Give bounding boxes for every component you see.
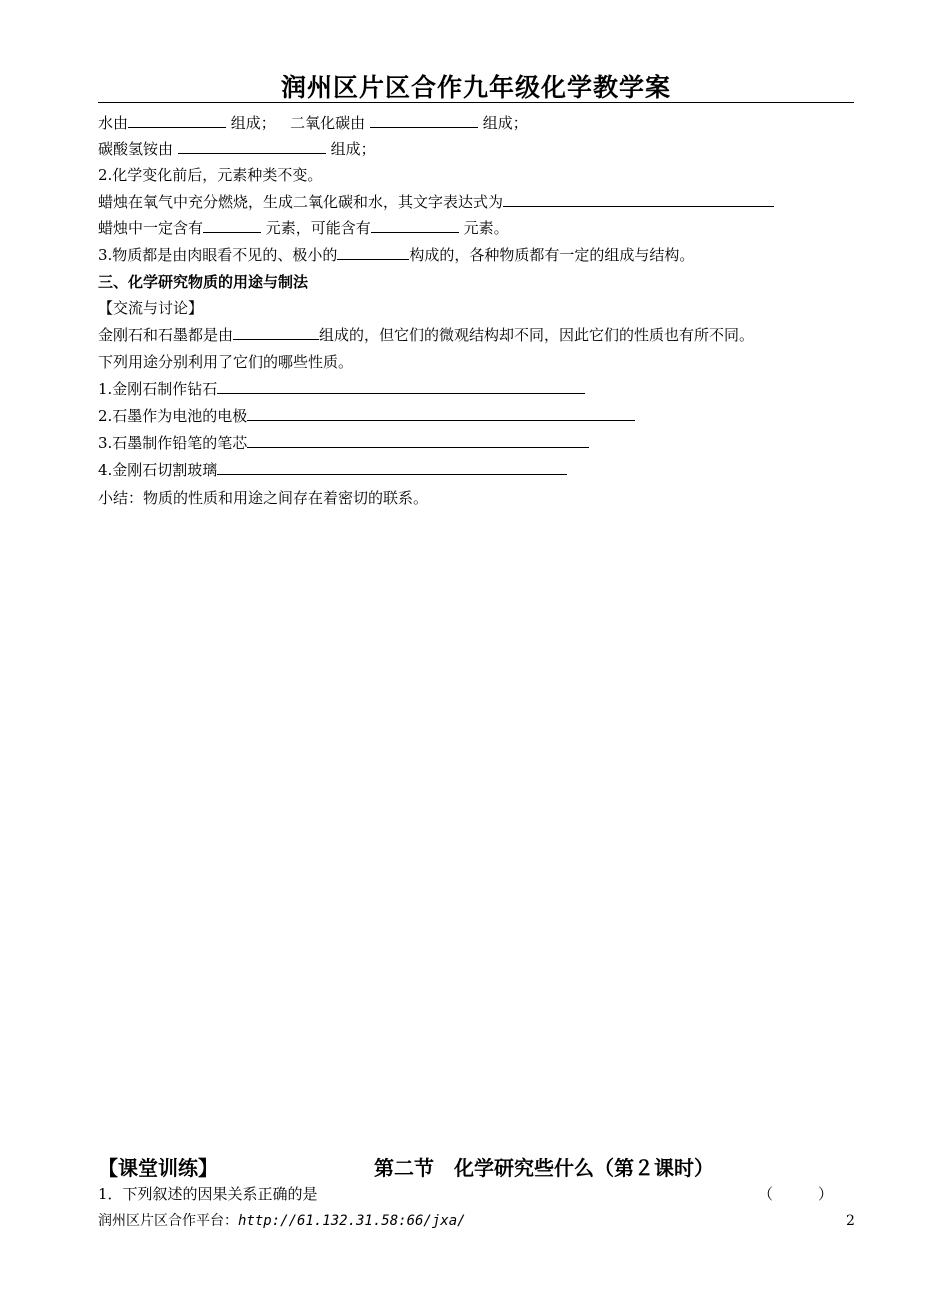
point2-title: 2.化学变化前后，元素种类不变。 <box>98 166 323 184</box>
candle-elements-line <box>98 218 509 238</box>
page-footer <box>98 1211 858 1231</box>
nh4hco3-suffix: 组成； <box>330 140 376 158</box>
page-title: 润州区片区合作九年级化学教学案 <box>280 73 671 102</box>
section3-heading: 三、化学研究物质的用途与制法 <box>98 273 309 291</box>
use-item-2 <box>98 406 635 426</box>
point3-suffix: 构成的，各种物质都有一定的组成与结构。 <box>409 246 695 264</box>
particle-blank[interactable] <box>337 245 409 260</box>
co2-suffix: 组成； <box>482 114 528 132</box>
section-title: 第二节 化学研究些什么（第２课时） <box>374 1156 714 1180</box>
use-item-3 <box>98 433 589 453</box>
header-divider <box>98 102 854 103</box>
use-blank-1[interactable] <box>217 379 585 394</box>
use-blank-4[interactable] <box>217 460 567 475</box>
candle-equation-prompt: 蜡烛在氧气中充分燃烧，生成二氧化碳和水，其文字表达式为 <box>98 193 504 211</box>
candle-contains-suffix: 元素。 <box>463 219 509 237</box>
use-blank-2[interactable] <box>247 406 635 421</box>
use-label-3: 3.石墨制作铅笔的笔芯 <box>98 434 248 452</box>
use-blank-3[interactable] <box>247 433 589 448</box>
use-item-4 <box>98 460 567 480</box>
uses-intro: 下列用途分别利用了它们的哪些性质。 <box>98 353 354 371</box>
answer-bracket[interactable]: （ ） <box>758 1185 834 1203</box>
diamond-graphite-line <box>98 325 754 345</box>
diamond-graphite-prefix: 金刚石和石墨都是由 <box>98 326 234 344</box>
candle-equation-line <box>98 192 774 212</box>
co2-prefix: 二氧化碳由 <box>290 114 366 132</box>
composition-line-2 <box>98 139 376 159</box>
page-number: 2 <box>846 1213 855 1229</box>
co2-blank[interactable] <box>370 113 478 128</box>
use-label-4: 4.金刚石切割玻璃 <box>98 461 218 479</box>
use-item-1 <box>98 379 585 399</box>
diamond-graphite-suffix: 组成的，但它们的微观结构却不同，因此它们的性质也有所不同。 <box>319 326 755 344</box>
use-label-2: 2.石墨作为电池的电极 <box>98 407 248 425</box>
water-suffix: 组成； <box>230 114 276 132</box>
candle-contains-prefix: 蜡烛中一定含有 <box>98 219 204 237</box>
training-heading <box>98 1152 858 1182</box>
candle-possible-blank[interactable] <box>371 218 459 233</box>
nh4hco3-prefix: 碳酸氢铵由 <box>98 140 174 158</box>
water-prefix: 水由 <box>98 114 129 132</box>
use-label-1: 1.金刚石制作钻石 <box>98 380 218 398</box>
training-tag: 【课堂训练】 <box>98 1156 218 1180</box>
element-blank[interactable] <box>233 325 319 340</box>
candle-equation-blank[interactable] <box>503 192 774 207</box>
nh4hco3-blank[interactable] <box>178 139 326 154</box>
candle-certain-blank[interactable] <box>203 218 261 233</box>
water-blank[interactable] <box>128 113 226 128</box>
candle-contains-mid: 元素，可能含有 <box>265 219 371 237</box>
point3-prefix: 3.物质都是由肉眼看不见的、极小的 <box>98 246 338 264</box>
discussion-tag: 【交流与讨论】 <box>98 299 204 317</box>
summary-line: 小结：物质的性质和用途之间存在着密切的联系。 <box>98 489 429 507</box>
point3-line <box>98 245 694 265</box>
composition-line-1 <box>98 113 528 133</box>
platform-label: 润州区片区合作平台： <box>98 1213 238 1229</box>
question-1-text: 1．下列叙述的因果关系正确的是 <box>98 1185 318 1203</box>
question-1 <box>98 1184 858 1204</box>
platform-url[interactable]: http://61.132.31.58:66/jxa/ <box>238 1213 466 1229</box>
